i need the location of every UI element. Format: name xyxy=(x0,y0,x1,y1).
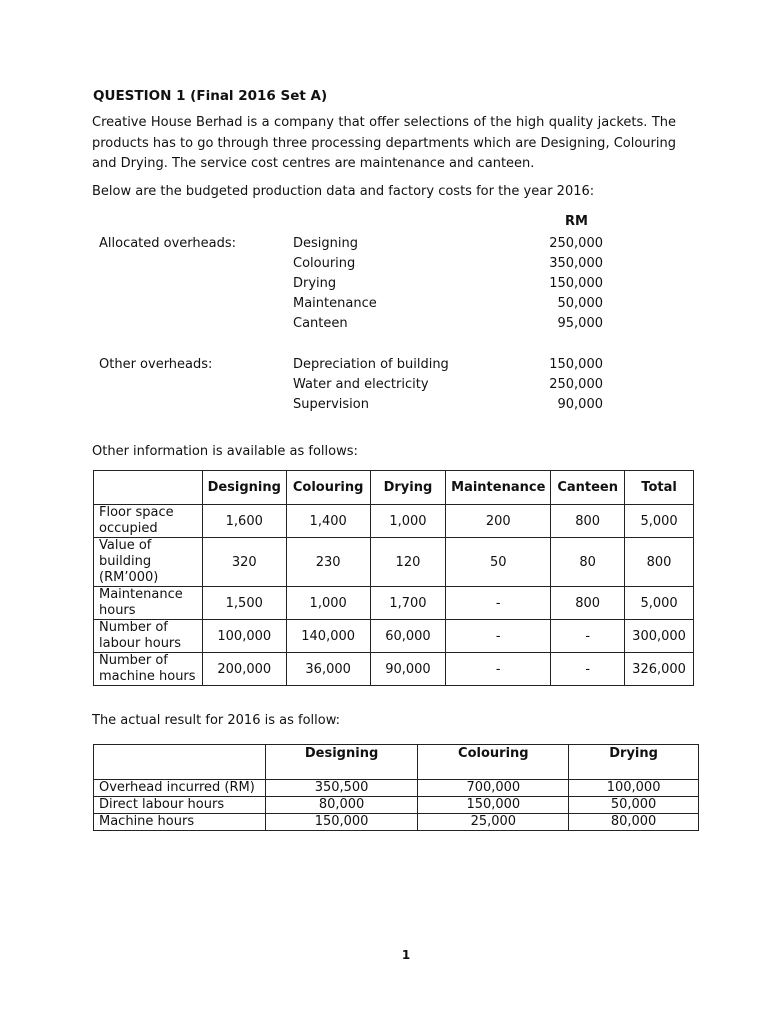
table-cell: 300,000 xyxy=(625,620,694,653)
table-header-cell: Drying xyxy=(370,471,446,505)
table-header-cell: Colouring xyxy=(286,471,370,505)
table-cell: 800 xyxy=(551,505,625,538)
rm-header: RM xyxy=(565,214,588,229)
table-cell: 80,000 xyxy=(265,797,418,814)
table-header-cell: Colouring xyxy=(418,745,569,780)
other-item-name: Depreciation of building xyxy=(293,357,449,372)
question-title: QUESTION 1 (Final 2016 Set A) xyxy=(93,88,328,104)
table-cell: 350,500 xyxy=(265,780,418,797)
table-header-cell: Canteen xyxy=(551,471,625,505)
table-cell: 100,000 xyxy=(569,780,699,797)
table-cell: 25,000 xyxy=(418,814,569,831)
table-cell: 140,000 xyxy=(286,620,370,653)
allocated-item-amount: 250,000 xyxy=(549,236,603,251)
table-row xyxy=(94,587,694,620)
allocated-item-amount: 150,000 xyxy=(549,276,603,291)
table-row xyxy=(94,653,694,686)
table-cell: 60,000 xyxy=(370,620,446,653)
row-label: Maintenance hours xyxy=(94,587,203,620)
table-cell: 200 xyxy=(446,505,551,538)
table-cell: 80 xyxy=(551,538,625,587)
row-label: Number of labour hours xyxy=(94,620,203,653)
table-cell: 50 xyxy=(446,538,551,587)
allocated-item-name: Colouring xyxy=(293,256,356,271)
budget-info-table xyxy=(93,470,694,686)
actual-result-heading: The actual result for 2016 is as follow: xyxy=(92,713,341,728)
table-header-row xyxy=(94,745,699,780)
table-cell: 5,000 xyxy=(625,505,694,538)
allocated-item-amount: 350,000 xyxy=(549,256,603,271)
row-label: Value of building (RM’000) xyxy=(94,538,203,587)
table-cell: 700,000 xyxy=(418,780,569,797)
row-label: Direct labour hours xyxy=(94,797,266,814)
table-header-cell xyxy=(94,471,203,505)
table-cell: 150,000 xyxy=(265,814,418,831)
allocated-item-name: Canteen xyxy=(293,316,348,331)
table-cell: 800 xyxy=(625,538,694,587)
other-item-name: Water and electricity xyxy=(293,377,429,392)
row-label: Overhead incurred (RM) xyxy=(94,780,266,797)
table-header-cell: Designing xyxy=(202,471,286,505)
table-cell: 36,000 xyxy=(286,653,370,686)
intro-paragraph: Creative House Berhad is a company that offer selections of the high quality jackets. The products has to go through three processing departments which are Designing, Colouring and Drying. The service cost centres are maintenance and canteen. xyxy=(92,115,676,171)
table-cell: 1,400 xyxy=(286,505,370,538)
table-cell: 800 xyxy=(551,587,625,620)
table-header-cell: Designing xyxy=(265,745,418,780)
table-header-cell: Maintenance xyxy=(446,471,551,505)
table-cell: 5,000 xyxy=(625,587,694,620)
table-cell: 326,000 xyxy=(625,653,694,686)
table-cell: - xyxy=(446,587,551,620)
budget-intro: Below are the budgeted production data and factory costs for the year 2016: xyxy=(92,184,595,199)
allocated-overheads-label: Allocated overheads: xyxy=(99,236,237,251)
table-header-cell: Total xyxy=(625,471,694,505)
table-row xyxy=(94,814,699,831)
other-item-amount: 150,000 xyxy=(549,357,603,372)
table-cell: - xyxy=(446,620,551,653)
table-header-cell xyxy=(94,745,266,780)
allocated-item-amount: 50,000 xyxy=(557,296,603,311)
row-label: Floor space occupied xyxy=(94,505,203,538)
table-cell: 230 xyxy=(286,538,370,587)
table-cell: 1,000 xyxy=(286,587,370,620)
table-row xyxy=(94,797,699,814)
table-cell: 200,000 xyxy=(202,653,286,686)
allocated-item-amount: 95,000 xyxy=(557,316,603,331)
table-row xyxy=(94,505,694,538)
table-cell: - xyxy=(551,620,625,653)
table-header-row xyxy=(94,471,694,505)
table-cell: 80,000 xyxy=(569,814,699,831)
table-cell: 320 xyxy=(202,538,286,587)
table-header-cell: Drying xyxy=(569,745,699,780)
actual-result-table xyxy=(93,744,699,831)
table-cell: 1,600 xyxy=(202,505,286,538)
row-label: Machine hours xyxy=(94,814,266,831)
allocated-item-name: Maintenance xyxy=(293,296,377,311)
allocated-item-name: Designing xyxy=(293,236,358,251)
table-cell: - xyxy=(551,653,625,686)
table-cell: 1,700 xyxy=(370,587,446,620)
allocated-item-name: Drying xyxy=(293,276,337,291)
row-label: Number of machine hours xyxy=(94,653,203,686)
other-item-name: Supervision xyxy=(293,397,369,412)
page-number: 1 xyxy=(401,948,411,962)
table-cell: - xyxy=(446,653,551,686)
table-cell: 100,000 xyxy=(202,620,286,653)
table-cell: 150,000 xyxy=(418,797,569,814)
other-info-heading: Other information is available as follows: xyxy=(92,444,358,459)
other-overheads-label: Other overheads: xyxy=(99,357,213,372)
table-row xyxy=(94,538,694,587)
table-cell: 1,000 xyxy=(370,505,446,538)
other-item-amount: 90,000 xyxy=(557,397,603,412)
other-item-amount: 250,000 xyxy=(549,377,603,392)
table-row xyxy=(94,780,699,797)
table-cell: 90,000 xyxy=(370,653,446,686)
table-cell: 120 xyxy=(370,538,446,587)
table-cell: 1,500 xyxy=(202,587,286,620)
table-row xyxy=(94,620,694,653)
table-cell: 50,000 xyxy=(569,797,699,814)
